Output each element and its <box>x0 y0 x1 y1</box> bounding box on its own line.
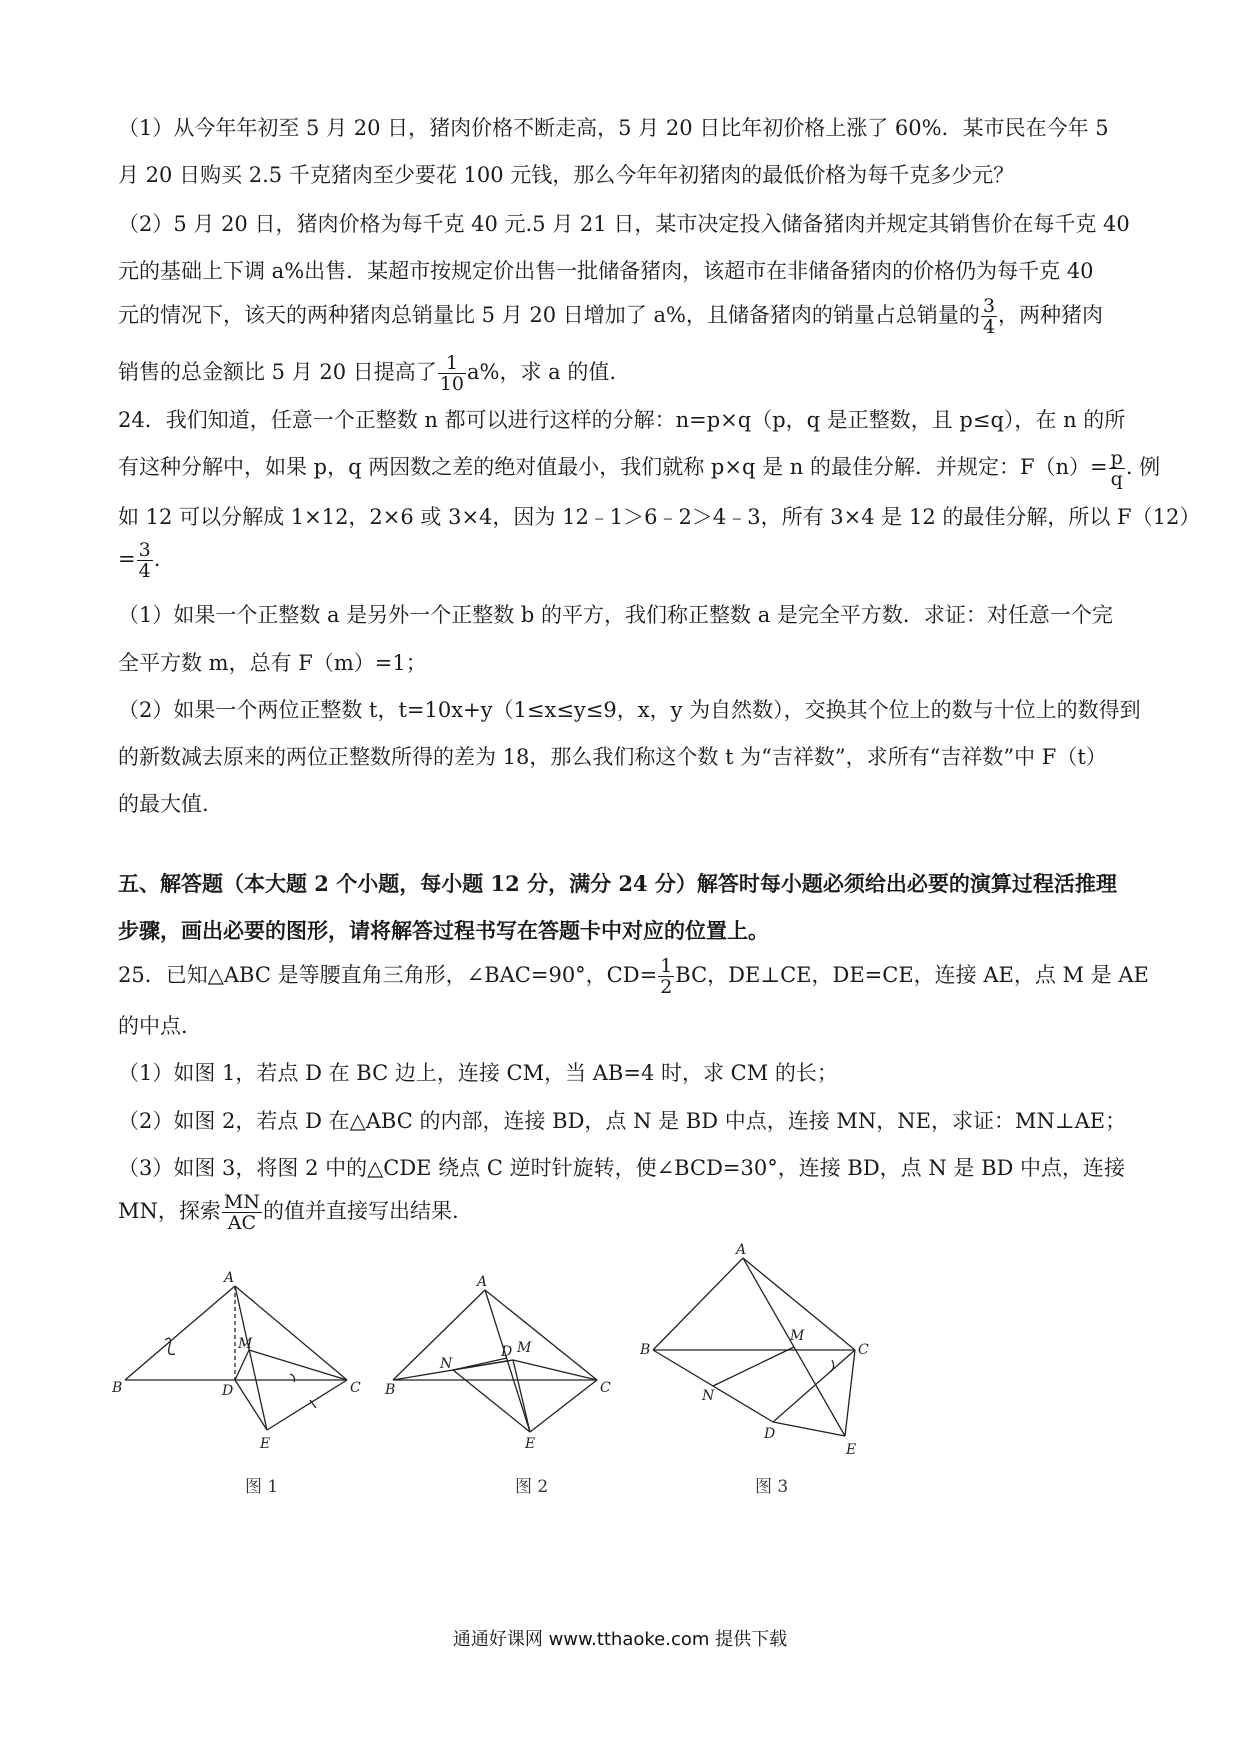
q25-part2: （2）如图 2，若点 D 在△ABC 的内部，连接 BD，点 N 是 BD 中点，连接 MN，NE，求证：MN⊥AE； <box>118 1109 1127 1133</box>
q24-line3: 如 12 可以分解成 1×12，2×6 或 3×4，因为 12﹣1＞6﹣2＞4﹣3，所有 3×4 是 12 的最佳分解，所以 F（12） <box>118 505 1201 529</box>
q24-part2-line3: 的最大值. <box>118 792 209 816</box>
q23-part1-line2: 月 20 日购买 2.5 千克猪肉至少要花 100 元钱，那么今年年初猪肉的最低价格为每千克多少元？ <box>118 163 1015 187</box>
fig3-edge-BA <box>653 1258 743 1350</box>
q23-text: a%，求 a 的值. <box>466 360 617 384</box>
figure-2-caption: 图 2 <box>515 1477 549 1497</box>
fraction: $\frac{MN}{AC}$ <box>223 1191 260 1234</box>
q24-text: 有这种分解中，如果 p，q 两因数之差的绝对值最小，我们就称 p×q 是 n 的最佳分解．并规定：F（n）= <box>118 455 1108 479</box>
fig2-label-D: D <box>501 1344 513 1360</box>
q23-part2-line4 <box>118 353 616 394</box>
fig1-edge-MC <box>249 1350 347 1380</box>
section5-heading-line2: 步骤，画出必要的图形，请将解答过程书写在答题卡中对应的位置上。 <box>118 918 769 943</box>
q23-part2-line2: 元的基础上下调 a%出售．某超市按规定价出售一批储备猪肉，该超市在非储备猪肉的价格仍为每千克 40 <box>118 259 1094 283</box>
q24-text: . <box>153 547 161 571</box>
section5-heading-line1: 五、解答题（本大题 2 个小题，每小题 12 分，满分 24 分）解答时每小题必须给出必要的演算过程活推理 <box>118 871 1117 896</box>
fig1-edge-AE <box>235 1286 267 1430</box>
q25-text: 的值并直接写出结果. <box>262 1199 459 1223</box>
fig1-edge-MD <box>235 1350 249 1380</box>
fig1-edge-BA <box>125 1286 235 1380</box>
q24-line4 <box>118 540 160 581</box>
figure-1 <box>110 1270 370 1470</box>
fig2-edge-CE <box>530 1380 597 1432</box>
fig1-tick-mark <box>165 1338 175 1354</box>
q25-part3-line1: （3）如图 3，将图 2 中的△CDE 绕点 C 逆时针旋转，使∠BCD=30°，连接 BD，点 N 是 BD 中点，连接 <box>118 1156 1126 1180</box>
fig1-label-D: D <box>222 1383 234 1399</box>
fig2-edge-ND <box>453 1360 513 1370</box>
fig3-angle-mark <box>830 1360 834 1372</box>
q23-part2-line3 <box>118 296 1103 337</box>
q23-part2-line1: （2）5 月 20 日，猪肉价格为每千克 40 元.5 月 21 日，某市决定投入储备猪肉并规定其销售价在每千克 40 <box>118 212 1130 236</box>
fig2-label-A: A <box>477 1274 488 1290</box>
q23-text: ，两种猪肉 <box>998 303 1104 327</box>
q24-line2 <box>118 448 1160 489</box>
q25-text: 25．已知△ABC 是等腰直角三角形，∠BAC=90°，CD= <box>118 963 658 987</box>
fig1-label-A: A <box>224 1270 235 1286</box>
fig3-edge-CE <box>845 1350 855 1436</box>
fig3-label-C: C <box>858 1342 869 1358</box>
fig2-label-M: M <box>517 1340 532 1356</box>
fig3-label-E: E <box>846 1442 857 1458</box>
figure-3-caption: 图 3 <box>755 1477 789 1497</box>
fraction: $\frac{3}{4}$ <box>138 539 151 582</box>
q25-line2: 的中点． <box>118 1014 202 1038</box>
fig1-label-M: M <box>238 1336 253 1352</box>
fraction: $\frac{3}{4}$ <box>982 295 996 338</box>
q25-part3-line2 <box>118 1192 459 1233</box>
figure-1-caption: 图 1 <box>245 1477 279 1497</box>
q24-part2-line2: 的新数减去原来的两位正整数所得的差为 18，那么我们称这个数 t 为“吉祥数”，求所有“吉祥数”中 F（t） <box>118 745 1107 769</box>
fig3-label-B: B <box>640 1342 651 1358</box>
fig2-label-E: E <box>525 1436 536 1452</box>
q24-part1-line1: （1）如果一个正整数 a 是另外一个正整数 b 的平方，我们称正整数 a 是完全平方数．求证：对任意一个完 <box>118 603 1113 627</box>
q24-text: . 例 <box>1125 455 1161 479</box>
fig1-edge-AC <box>235 1286 347 1380</box>
q25-line1 <box>118 956 1149 997</box>
fig3-edge-NM <box>713 1347 794 1386</box>
fig3-edge-DE <box>773 1422 845 1436</box>
q25-text: MN，探索 <box>118 1199 221 1223</box>
fig1-edge-DE <box>235 1380 267 1430</box>
fig1-edge-CE <box>267 1380 347 1430</box>
fig3-label-M: M <box>790 1328 805 1344</box>
q24-part2-line1: （2）如果一个两位正整数 t，t=10x+y（1≤x≤y≤9，x，y 为自然数），交换其个位上的数与十位上的数得到 <box>118 698 1141 722</box>
fig2-label-C: C <box>600 1380 611 1396</box>
fig1-angle-mark <box>290 1374 295 1382</box>
q24-text: = <box>118 547 136 571</box>
fig2-label-N: N <box>440 1356 453 1372</box>
q24-line1: 24．我们知道，任意一个正整数 n 都可以进行这样的分解：n=p×q（p，q 是正整数，且 p≤q），在 n 的所 <box>118 408 1126 432</box>
fig3-edge-DC <box>773 1350 855 1422</box>
fraction: $\frac{1}{2}$ <box>660 955 673 998</box>
figure-3 <box>640 1240 880 1470</box>
q23-text: 销售的总金额比 5 月 20 日提高了 <box>118 360 437 384</box>
q25-text: BC，DE⊥CE，DE=CE，连接 AE，点 M 是 AE <box>675 963 1149 987</box>
q25-part1: （1）如图 1，若点 D 在 BC 边上，连接 CM，当 AB=4 时，求 CM 的长； <box>118 1061 838 1085</box>
fig3-label-A: A <box>736 1242 747 1258</box>
q24-part1-line2: 全平方数 m，总有 F（m）=1； <box>118 651 427 675</box>
q23-text: 元的情况下，该天的两种猪肉总销量比 5 月 20 日增加了 a%，且储备猪肉的销量占总销量的 <box>118 303 980 327</box>
fig1-label-B: B <box>112 1380 123 1396</box>
fig2-edge-NE <box>453 1370 530 1432</box>
fig2-label-B: B <box>385 1382 396 1398</box>
fig3-label-N: N <box>702 1388 715 1404</box>
fig1-label-C: C <box>350 1380 361 1396</box>
fig1-label-E: E <box>260 1436 271 1452</box>
q23-part1-line1: （1）从今年年初至 5 月 20 日，猪肉价格不断走高，5 月 20 日比年初价格上涨了 60%．某市民在今年 5 <box>118 116 1109 140</box>
footer-download-note: 通通好课网 www.tthaoke.com 提供下载 <box>452 1629 788 1650</box>
fig2-edge-DE <box>513 1360 530 1432</box>
fig3-label-D: D <box>764 1426 776 1442</box>
figure-2 <box>385 1270 625 1470</box>
fraction: $\frac{p}{q}$ <box>1110 447 1123 490</box>
fraction: $\frac{1}{10}$ <box>439 352 464 395</box>
